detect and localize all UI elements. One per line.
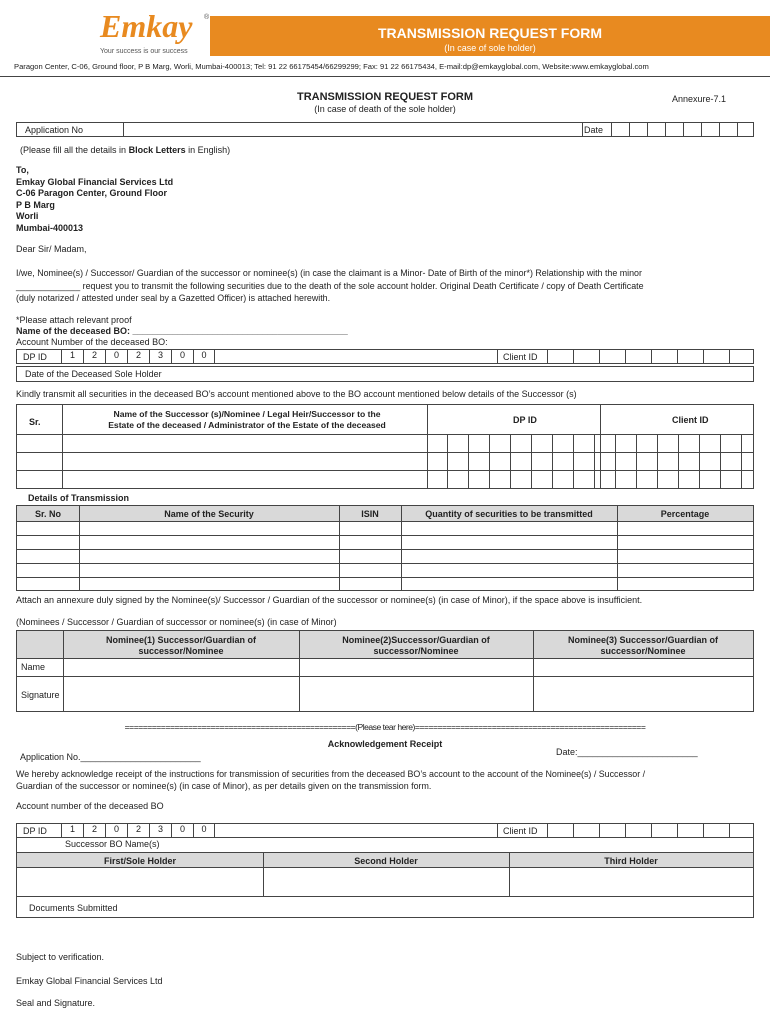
nominees-intro: (Nominees / Successor / Guardian of successor or nominee(s) (in case of Minor) — [16, 617, 337, 627]
client-id-label: Client ID — [503, 352, 538, 362]
ack-third-holder-field[interactable] — [510, 869, 753, 896]
transmission-col-isin: ISIN — [361, 509, 379, 519]
ack-second-holder-header: Second Holder — [354, 856, 418, 866]
transmission-col-percentage: Percentage — [660, 509, 710, 519]
annexure-label: Annexure-7.1 — [672, 94, 727, 104]
successor-dpid-header: DP ID — [513, 415, 537, 425]
kindly-transmit-text: Kindly transmit all securities in the deceased BO’s account mentioned above to the BO account mentioned below details of the Successor (s) — [16, 389, 577, 399]
ack-third-holder-header: Third Holder — [604, 856, 658, 866]
nominee2-signature-field[interactable] — [300, 677, 533, 712]
nominee3-name-field[interactable] — [534, 659, 753, 676]
nominee1-name-field[interactable] — [64, 659, 299, 676]
date-label: Date — [584, 125, 604, 135]
footer-subject: Subject to verification. — [16, 952, 105, 962]
transmission-col-security: Name of the Security — [164, 509, 254, 519]
date-cells[interactable] — [611, 122, 755, 137]
successor-sr-header: Sr. — [29, 417, 41, 427]
header-banner — [210, 16, 770, 56]
nominee1-header: Nominee(1) Successor/Guardian of successor/Nominee — [105, 635, 257, 656]
nominees-table — [16, 630, 754, 712]
dp-id-label: DP ID — [23, 352, 47, 362]
nominee2-name-field[interactable] — [300, 659, 533, 676]
footer-seal: Seal and Signature. — [16, 998, 96, 1008]
nominee1-signature-field[interactable] — [64, 677, 299, 712]
successor-clientid-header: Client ID — [672, 415, 709, 425]
nominee3-header: Nominee(3) Successor/Guardian of successor/Nominee — [567, 635, 719, 656]
account-number-label: Account Number of the deceased BO: — [16, 337, 168, 347]
transmission-table — [16, 505, 754, 591]
addressee-line2: P B Marg — [16, 199, 55, 210]
dp-id-digits[interactable]: 1 2 0 2 3 0 0 — [61, 349, 215, 364]
ack-successor-names-label: Successor BO Name(s) — [65, 839, 160, 849]
nominee-name-row-label: Name — [21, 662, 46, 672]
addressee-company: Emkay Global Financial Services Ltd — [16, 176, 174, 187]
ack-application-no[interactable]: Application No.________________________ — [20, 752, 201, 762]
nominee2-header: Nominee(2)Successor/Guardian of successor/Nominee — [342, 635, 490, 656]
ack-client-id-label: Client ID — [503, 826, 538, 836]
header-divider — [0, 76, 770, 77]
addressee-block — [16, 165, 173, 234]
ack-paragraph: We hereby acknowledge receipt of the instructions for transmission of securities from the deceased BO’s account to the account of the Nominee(s) / Successor / Guardian of the successor or nominee(s) (in case of Minor), as per details given on the transmission form. — [16, 769, 646, 791]
ack-first-holder-field[interactable] — [17, 869, 263, 896]
successor-table — [16, 404, 754, 489]
tear-line: ===================================================(Please tear here)=================================================== — [124, 722, 646, 732]
client-id-cells[interactable] — [547, 349, 755, 364]
addressee-line4: Mumbai-400013 — [16, 222, 84, 233]
ack-first-holder-header: First/Sole Holder — [103, 856, 176, 866]
deceased-name-label[interactable]: Name of the deceased BO: ___________________________________________ — [16, 326, 348, 336]
addressee-to: To, — [16, 165, 29, 175]
nominee3-signature-field[interactable] — [534, 677, 753, 712]
logo-registered-mark: ® — [204, 14, 210, 21]
ack-title: Acknowledgement Receipt — [327, 739, 443, 749]
annexure-note: Attach an annexure duly signed by the Nominee(s)/ Successor / Guardian of the successor or nominee(s) (in case of Minor), if the space above is insufficient. — [16, 595, 643, 605]
banner-subtitle: (In case of sole holder) — [444, 43, 536, 53]
form-title: TRANSMISSION REQUEST FORM — [296, 91, 473, 103]
banner-title: TRANSMISSION REQUEST FORM — [377, 25, 602, 41]
request-paragraph: I/we, Nominee(s) / Successor/ Guardian of the successor or nominee(s) (in case the claimant is a Minor- Date of Birth of the minor*) Relationship with the minor _____________ request you to transmit the following securities due to the death of the sole account holder. Original Death Certificate / copy of Death Certificate (duly notarized / attested under seal by a Gazetted Officer) is attached herewith. — [16, 268, 644, 303]
transmission-row[interactable] — [17, 535, 753, 536]
logo-tagline: Your success is our success — [100, 48, 188, 55]
ack-client-id-cells[interactable] — [547, 823, 755, 838]
nominee-signature-row-label: Signature — [21, 690, 60, 700]
date-of-death-row[interactable] — [16, 366, 754, 382]
block-letters-instruction: (Please fill all the details in Block Letters in English) — [20, 145, 231, 155]
address-line: Paragon Center, C-06, Ground floor, P B Marg, Worli, Mumbai-400013; Tel: 91 22 66175454/66299299; Fax: 91 22 66175434, E-mail:dp@emkayglobal.com, Website:www.emkayglobal.com — [14, 62, 649, 71]
addressee-line1: C-06 Paragon Center, Ground Floor — [16, 188, 168, 198]
attach-proof-note: *Please attach relevant proof — [16, 315, 132, 325]
documents-submitted-label: Documents Submitted — [29, 903, 118, 913]
application-no-label: Application No — [25, 125, 84, 135]
successor-name-header: Name of the Successor (s)/Nominee / Legal Heir/Successor to the Estate of the deceased / Administrator of the Estate of the deceased — [108, 409, 386, 430]
ack-dp-id-row — [16, 823, 754, 838]
ack-account-label: Account number of the deceased BO — [16, 801, 164, 811]
transmission-col-quantity: Quantity of securities to be transmitted — [425, 509, 593, 519]
footer-company: Emkay Global Financial Services Ltd — [16, 976, 163, 986]
ack-successor-table — [16, 838, 754, 918]
ack-date[interactable]: Date:________________________ — [556, 747, 698, 757]
transmission-section-label: Details of Transmission — [28, 493, 130, 503]
transmission-col-srno: Sr. No — [34, 509, 61, 519]
ack-dp-id-label: DP ID — [23, 826, 47, 836]
ack-dp-id-digits[interactable]: 1 2 0 2 3 0 0 — [61, 823, 215, 838]
date-of-death-label: Date of the Deceased Sole Holder — [25, 369, 162, 379]
salutation: Dear Sir/ Madam, — [16, 244, 87, 254]
emkay-logo — [100, 8, 210, 56]
transmission-row[interactable] — [17, 563, 753, 564]
logo-name: Emkay — [100, 8, 193, 44]
transmission-row[interactable] — [17, 577, 753, 578]
application-no-row — [16, 122, 754, 137]
ack-second-holder-field[interactable] — [264, 869, 509, 896]
application-no-input[interactable] — [123, 122, 583, 137]
transmission-row[interactable] — [17, 549, 753, 550]
form-subtitle: (In case of death of the sole holder) — [314, 104, 456, 114]
successor-id-cells[interactable] — [427, 434, 753, 489]
addressee-line3: Worli — [16, 211, 39, 221]
dp-id-row — [16, 349, 754, 364]
